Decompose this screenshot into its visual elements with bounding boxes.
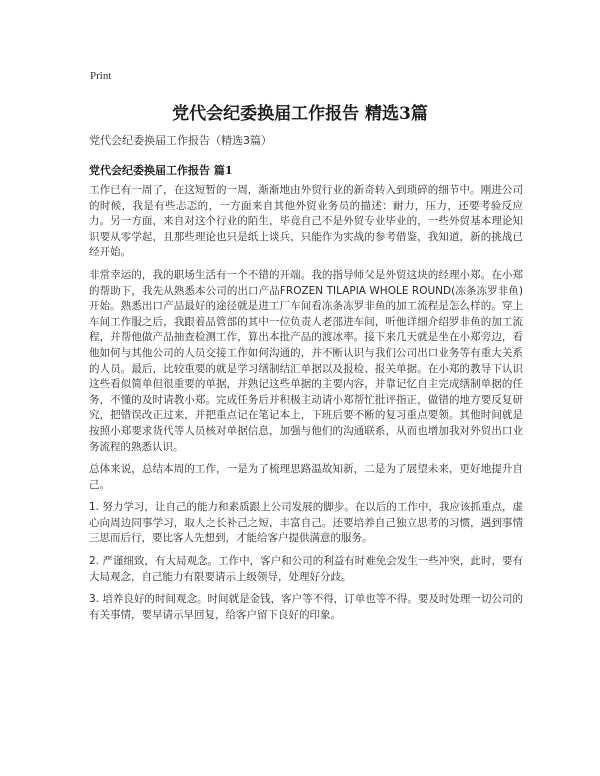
document-title: 党代会纪委换届工作报告 精选3篇 [172, 104, 428, 124]
document-body [89, 183, 523, 630]
paragraph-point-1: 1. 努力学习，让自己的能力和素质跟上公司发展的脚步。在以后的工作中，我应该抓重点，虚心向周边同事学习，取人之长补己之短，丰富自己。还要培养自己独立思考的习惯，遇到事情三思而后行，要比客人先想到，才能给客户提供满意的服务。 [89, 501, 523, 545]
paragraph-point-2: 2. 严谨细致，有大局观念。工作中，客户和公司的利益有时难免会发生一些冲突，此时，要有大局观念，自己能力有限要请示上级领导，处理好分歧。 [89, 555, 523, 583]
paragraph-experience: 非常幸运的，我的职场生活有一个不错的开端。我的指导师父是外贸这块的经理小郑。在小郑的帮助下，我先从熟悉本公司的出口产品FROZEN TILAPIA WHOLE ROUND(冻条冻罗非鱼)开始。熟悉出口产品最好的途径就是进工厂车间看冻条冻罗非鱼的加工流程是怎么样的。穿上车间工作服之后，我跟着品管部的其中一位负责人老邵进车间，听他详细介绍罗非鱼的加工流程，并帮他做产品抽查检测工作，算出本批产品的渡冰率。接下来几天就是坐在小郑旁边，看他如何与其他公司的人员交接工作如何沟通的，并不断认识与我们公司出口业务等有重大关系的人员。最后，比较重要的就是学习缮制结汇单据以及报检、报关单据。在小郑的教导下认识这些看似简单但很重要的单据，并熟记这些单据的主要内容，并靠记忆自主完成缮制单据的任务，不懂的及时请教小郑。完成任务后并积极主动请小郑帮忙批评指正，做错的地方要反复研究，把错误改正过来，并把重点记在笔记本上，下班后要不断的复习重点要领。其他时间就是按照小郑要求货代等人员核对单据信息，加强与他们的沟通联系，从而也增加我对外贸出口业务流程的熟悉认识。 [89, 268, 523, 453]
print-link[interactable]: Print [90, 70, 112, 82]
paragraph-summary: 总体来说，总结本周的工作，一是为了梳理思路温故知新，二是为了展望未来，更好地提升自己。 [89, 463, 523, 491]
section-heading: 党代会纪委换届工作报告 篇1 [89, 164, 233, 177]
paragraph-point-3: 3. 培养良好的时间观念。时间就是金钱，客户等不得，订单也等不得。要及时处理一切公司的有关事情，要早请示早回复，给客户留下良好的印象。 [89, 593, 523, 621]
document-subtitle: 党代会纪委换届工作报告（精选3篇） [89, 134, 272, 147]
paragraph-intro: 工作已有一周了，在这短暂的一周，渐渐地由外贸行业的新奇转入到琐碎的细节中。刚进公司的时候，我是有些忐忑的，一方面来自其他外贸业务员的描述：耐力，压力，还要考验反应力。另一方面，来自对这个行业的陌生，毕竟自己不是外贸专业毕业的，一些外贸基本理论知识要从零学起，且那些理论也只是纸上谈兵，只能作为实战的参考借鉴，我知道，新的挑战已经开始。 [89, 184, 523, 259]
